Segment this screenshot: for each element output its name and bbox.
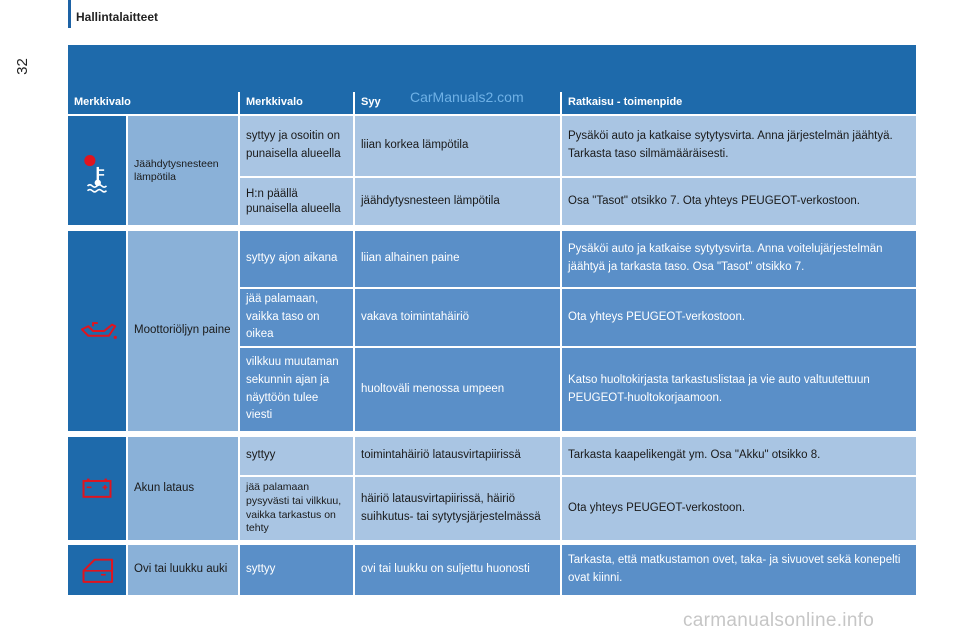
watermark-top: CarManuals2.com (410, 89, 524, 105)
action-cell: Pysäköi auto ja katkaise sytytysvirta. Anna voitelujärjestelmän jäähtyä ja tarkasta taso. Osa "Tasot" otsikko 7. (562, 231, 916, 287)
cause-cell: häiriö latausvirtapiirissä, häiriö suihkutus- tai sytytysjärjestelmässä (355, 477, 560, 540)
section-marker (68, 0, 71, 28)
oil-pressure-icon (74, 231, 120, 431)
group-name: Ovi tai luukku auki (128, 545, 238, 595)
state-cell: syttyy ja osoitin on punaisella alueella (240, 116, 353, 176)
action-cell: Katso huoltokirjasta tarkastuslistaa ja vie auto valtuutettuun PEUGEOT-huoltokorjaamoon. (562, 348, 916, 431)
cause-cell: jäähdytysnesteen lämpötila (355, 178, 560, 225)
state-cell: jää palamaan pysyvästi tai vilkkuu, vaikka tarkastus on tehty (240, 477, 353, 540)
state-cell: H:n päällä punaisella alueella (240, 178, 353, 225)
group-icon-cell (68, 545, 126, 595)
action-cell: Ota yhteys PEUGEOT-verkostoon. (562, 477, 916, 540)
header-divider (560, 92, 562, 114)
action-cell: Pysäköi auto ja katkaise sytytysvirta. Anna järjestelmän jäähtyä. Tarkasta taso silmämääräisesti. (562, 116, 916, 176)
cause-cell: huoltoväli menossa umpeen (355, 348, 560, 431)
state-cell: syttyy ajon aikana (240, 231, 353, 287)
action-cell: Tarkasta kaapelikengät ym. Osa "Akku" otsikko 8. (562, 437, 916, 475)
group-name: Jäähdytysnesteen lämpötila (128, 116, 238, 225)
coolant-temperature-icon (74, 116, 120, 225)
cause-cell: liian korkea lämpötila (355, 116, 560, 176)
header-ratkaisu: Ratkaisu - toimenpide (562, 92, 916, 114)
table-header-band (68, 45, 916, 92)
state-cell: syttyy (240, 437, 353, 475)
watermark-bottom: carmanualsonline.info (683, 610, 875, 631)
battery-icon (74, 437, 120, 540)
page-number: 32 (13, 58, 31, 75)
cause-cell: ovi tai luukku on suljettu huonosti (355, 545, 560, 595)
group-icon-cell (68, 437, 126, 540)
group-name: Moottoriöljyn paine (128, 231, 238, 431)
group-icon-cell (68, 231, 126, 431)
cause-cell: toimintahäiriö latausvirtapiirissä (355, 437, 560, 475)
state-cell: jää palamaan, vaikka taso on oikea (240, 289, 353, 346)
group-name: Akun lataus (128, 437, 238, 540)
header-syy: Syy (355, 92, 560, 114)
action-cell: Tarkasta, että matkustamon ovet, taka- ja sivuovet sekä konepelti ovat kiinni. (562, 545, 916, 595)
action-cell: Osa "Tasot" otsikko 7. Ota yhteys PEUGEOT-verkostoon. (562, 178, 916, 225)
header-divider (238, 92, 240, 114)
cause-cell: vakava toimintahäiriö (355, 289, 560, 346)
state-cell: vilkkuu muutaman sekunnin ajan ja näyttöön tulee viesti (240, 348, 353, 431)
group-icon-cell (68, 116, 126, 225)
action-cell: Ota yhteys PEUGEOT-verkostoon. (562, 289, 916, 346)
header-merkkivalo-2: Merkkivalo (240, 92, 353, 114)
cause-cell: liian alhainen paine (355, 231, 560, 287)
state-cell: syttyy (240, 545, 353, 595)
header-merkkivalo-1: Merkkivalo (68, 92, 238, 114)
door-open-icon (74, 545, 120, 595)
header-divider (353, 92, 355, 114)
section-title: Hallintalaitteet (76, 10, 159, 24)
